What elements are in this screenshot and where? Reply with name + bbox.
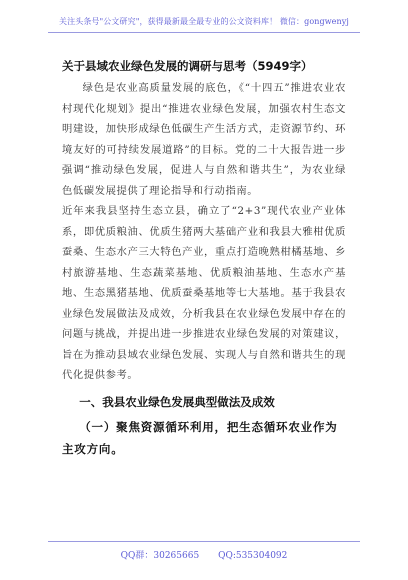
page-footer bbox=[0, 548, 408, 561]
paragraph: 近年来我县坚持生态立县，确立了“2+3”现代农业产业体系，即优质粮油、优质生猪两大基础产业和我县大雅柑优质蚕桑、生态水产三大特色产业，重点打造晚熟柑橘基地、乡村旅游基地、生态蔬菜基地、优质粮油基地、生态水产基地、生态黑猪基地、优质蚕桑基地等七大基地。基于我县农业绿色发展做法及成效，分析我县在农业绿色发展中存在的问题与挑战，并提出进一步推进农业绿色发展的对策建议，旨在为推动县域农业绿色发展、实现人与自然和谐共生的现代化提供参考。 bbox=[62, 205, 346, 381]
section-heading: 一、我县农业绿色发展典型做法及成效 bbox=[79, 394, 275, 409]
qq-group-text: QQ群：30265665 bbox=[120, 551, 200, 561]
document-body bbox=[62, 56, 346, 460]
page-header: 关注头条号"公文研究"，获得最新最全最专业的公文资料库！ 微信：gongwenyj bbox=[59, 17, 349, 26]
qq-text: QQ:535304092 bbox=[218, 551, 288, 561]
footer-divider bbox=[48, 541, 360, 542]
subsection-heading: （一）聚焦资源循环利用，把生态循环农业作为主攻方向。 bbox=[62, 419, 338, 456]
paragraph: 绿色是农业高质量发展的底色，《“十四五”推进农业农村现代化规划》提出“推进农业绿色发展，加强农村生态文明建设，加快形成绿色低碳生产生活方式，走资源节约、环境友好的可持续发展道路”的目标。党的二十大报告进一步强调“推动绿色发展，促进人与自然和谐共生”，为农业绿色低碳发展提供了理论指导和行动指南。 bbox=[62, 82, 346, 197]
header-divider bbox=[48, 32, 360, 33]
document-title: 关于县域农业绿色发展的调研与思考（5949字） bbox=[62, 59, 313, 73]
